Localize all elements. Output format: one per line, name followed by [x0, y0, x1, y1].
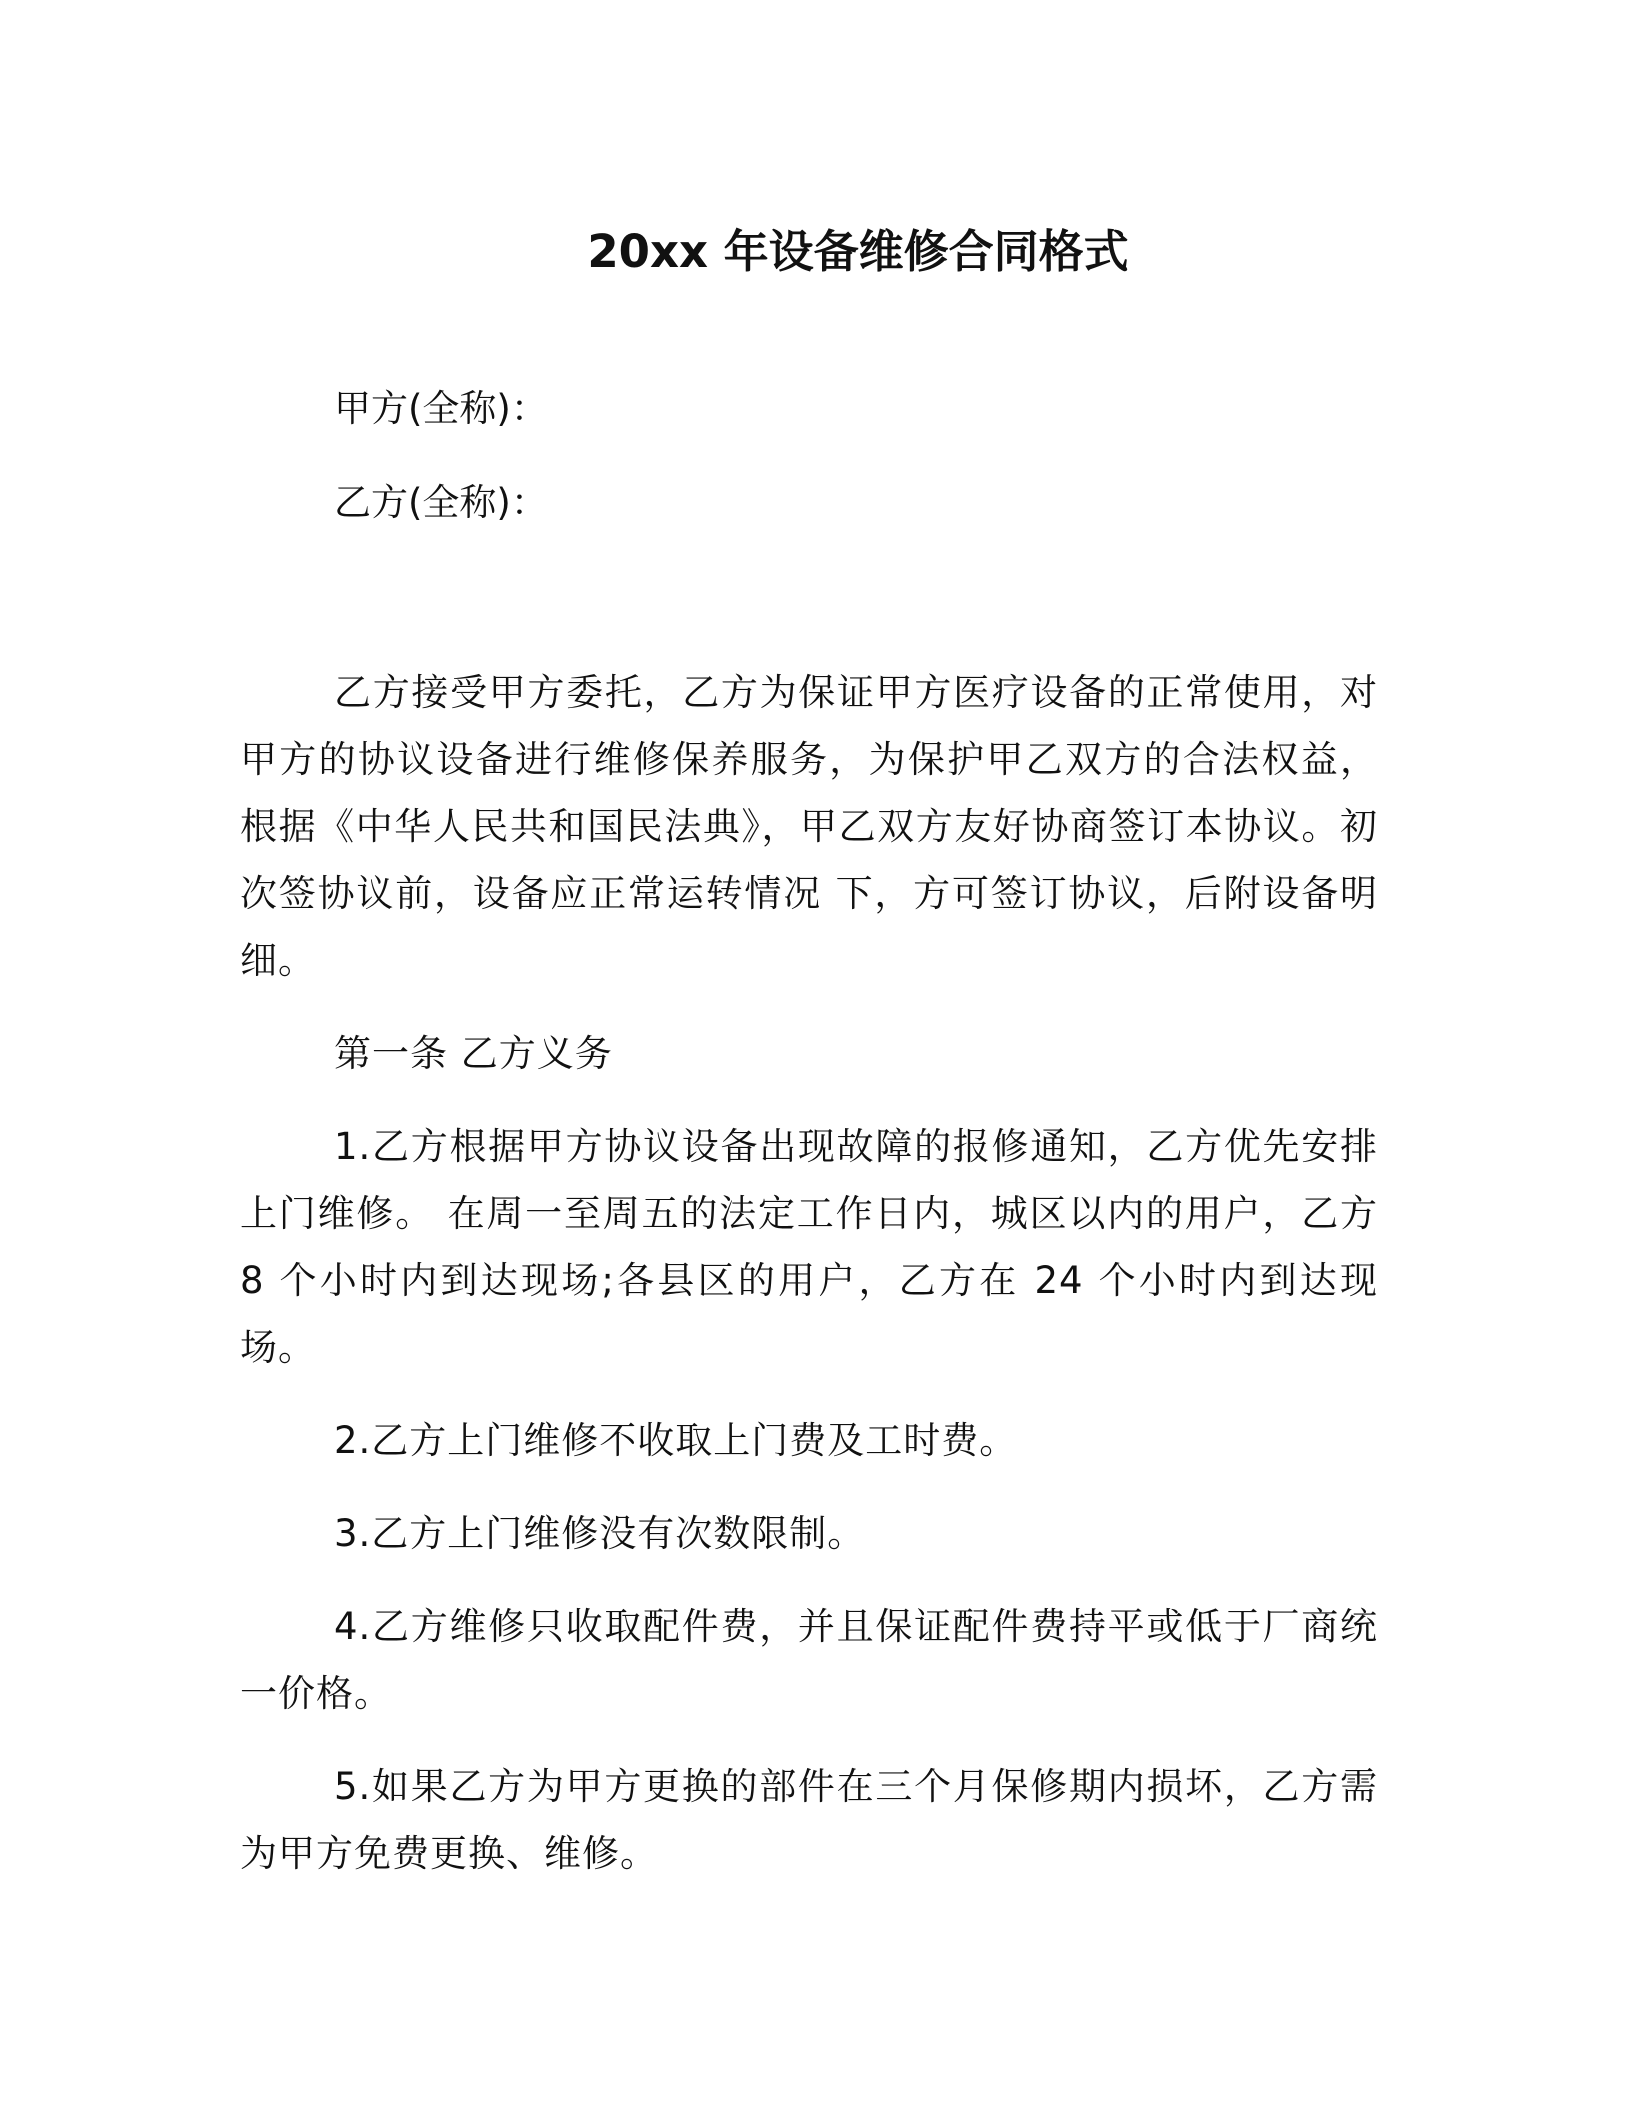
clause-3: 3.乙方上门维修没有次数限制。	[334, 1512, 866, 1555]
document-title: 20xx 年设备维修合同格式	[587, 225, 1129, 278]
document-body	[240, 659, 1378, 1913]
party-a-label: 甲方(全称)：	[334, 387, 548, 430]
clause-4: 4.乙方维修只收取配件费，并且保证配件费持平或低于厂商统一价格。	[240, 1605, 1378, 1715]
clause-1: 1.乙方根据甲方协议设备出现故障的报修通知，乙方优先安排上门维修。 在周一至周五的法定工作日内，城区以内的用户，乙方 8 个小时内到达现场;各县区的用户，乙方在 24 个小时内到达现场。	[240, 1125, 1378, 1369]
party-b-label: 乙方(全称)：	[334, 481, 548, 524]
clause-5: 5.如果乙方为甲方更换的部件在三个月保修期内损坏，乙方需为甲方免费更换、维修。	[240, 1765, 1378, 1875]
intro-paragraph: 乙方接受甲方委托，乙方为保证甲方医疗设备的正常使用，对甲方的协议设备进行维修保养服务，为保护甲乙双方的合法权益，根据《中华人民共和国民法典》，甲乙双方友好协商签订本协议。初次签协议前，设备应正常运转情况 下，方可签订协议，后附设备明细。	[240, 671, 1378, 982]
clause-2: 2.乙方上门维修不收取上门费及工时费。	[334, 1419, 1018, 1462]
section-heading: 第一条 乙方义务	[334, 1032, 613, 1075]
